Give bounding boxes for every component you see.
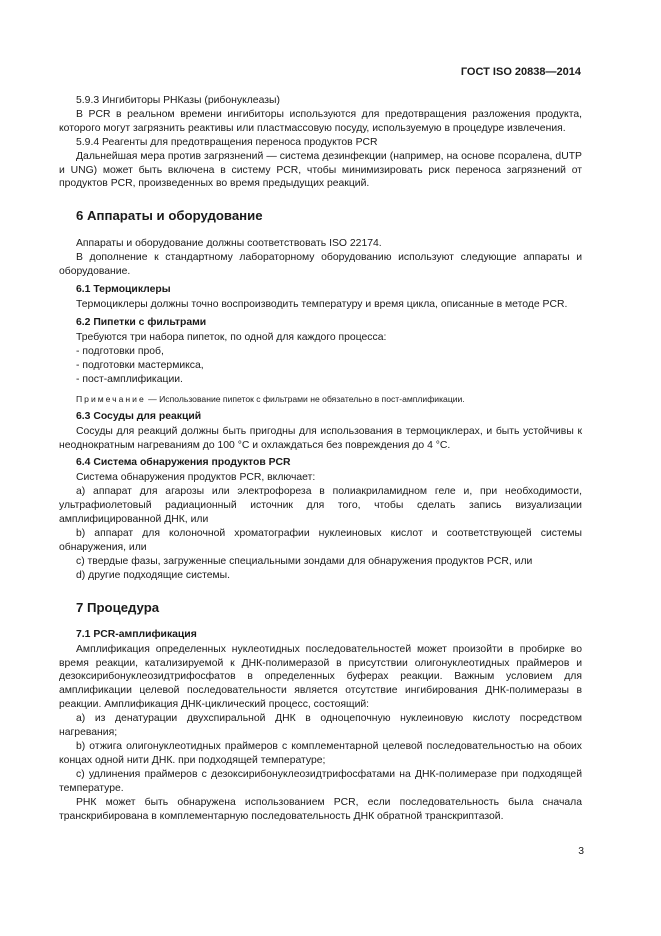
list-item: a) аппарат для агарозы или электрофореза в полиакриламидном геле и, при необходимости, ультрафиолетовый радиационный источник для того, чтобы сделать запись визуализации амплифицированной ДНК, или (59, 486, 582, 526)
note-text: — Использование пипеток с фильтрами не обязательно в пост-амплификации. (145, 393, 465, 404)
list-item: c) твердые фазы, загруженные специальными зондами для обнаружения продуктов PCR, или (76, 555, 533, 567)
clause-6-2-text: Требуются три набора пипеток, по одной для каждого процесса: (76, 331, 387, 343)
list-item: a) из денатурации двухспиральной ДНК в одноцепочную нуклеиновую кислоту посредством нагревания; (59, 713, 582, 739)
list-item: - пост-амплификации. (76, 373, 183, 385)
note-label: Примечание (76, 393, 146, 404)
clause-6-1-heading: 6.1 Термоциклеры (76, 284, 171, 296)
clause-6-1-text: Термоциклеры должны точно воспроизводить температуру и время цикла, описанные в методе PCR. (76, 299, 568, 311)
section-6-heading: 6 Аппараты и оборудование (76, 208, 263, 224)
clause-5-9-3-title: 5.9.3 Ингибиторы РНКазы (рибонуклеазы) (76, 95, 280, 106)
clause-6-4-heading: 6.4 Система обнаружения продуктов PCR (76, 457, 291, 469)
section-6-paragraph: В дополнение к стандартному лабораторному оборудованию используют следующие аппараты и оборудование. (59, 252, 582, 278)
clause-6-3-text: Сосуды для реакций должны быть пригодны для использования в термоциклерах, и быть устойчивы к неоднократным нагреваниям до 100 °С и охлаждаться без повреждения до 4 °С. (59, 425, 582, 451)
list-item: b) отжига олигонуклеотидных праймеров с комплементарной целевой последовательностью на обоих концах одной нити ДНК. при подходящей температуре; (59, 741, 582, 766)
list-item: c) удлинения праймеров с дезоксирибонуклеозидтрифосфатами на ДНК-полимеразе при подходящей температуре. (59, 768, 582, 794)
clause-5-9-3-text: В PCR в реальном времени ингибиторы используются для предотвращения разложения продукта, которого могут загрязнить реактивы или пластмассовую посуду, используемую в процедуре извлечения. (59, 108, 582, 134)
list-item: b) аппарат для колоночной хроматографии нуклеиновых кислот и соответствующей системы обнаружения, или (59, 528, 582, 553)
clause-7-1-text: Амплификация определенных нуклеотидных последовательностей может произойти в пробирке во время реакции, катализируемой к ДНК-полимеразой в присутствии олигонуклеотидных праймеров и дезоксирибонуклеозидтрифосфатов в определенных буферах реакции. Важным условием для амплификации целевой последовательности является отсутствие ингибирования ДНК-полимеразы в реакции. Амплификация ДНК-циклический процесс, состоящий: (59, 643, 582, 711)
section-6-paragraph: Аппараты и оборудование должны соответствовать ISO 22174. (76, 238, 382, 250)
section-7-heading: 7 Процедура (76, 599, 160, 615)
page-number: 3 (578, 846, 584, 857)
list-item: - подготовки мастермикса, (76, 359, 204, 371)
clause-6-3-heading: 6.3 Сосуды для реакций (76, 410, 202, 422)
list-item: d) другие подходящие системы. (76, 569, 230, 581)
standard-designation: ГОСТ ISO 20838—2014 (460, 66, 581, 78)
clause-6-2-heading: 6.2 Пипетки с фильтрами (76, 316, 207, 328)
document-body (59, 94, 582, 823)
list-item: - подготовки проб, (76, 345, 164, 357)
clause-6-4-text: Система обнаружения продуктов PCR, включает: (76, 472, 316, 484)
clause-7-1-rna-text: РНК может быть обнаружена использованием PCR, если последовательность была сначала транскрибирована в комплементарную последовательность ДНК обратной транскриптазой. (59, 796, 582, 822)
clause-5-9-4-title: 5.9.4 Реагенты для предотвращения переноса продуктов PCR (76, 136, 378, 148)
clause-5-9-4-text: Дальнейшая мера против загрязнений — система дезинфекции (например, на основе псоралена, dUTP и UNG) может быть включена в систему PCR, чтобы минимизировать риск переноса загрязнений от продуктов PCR, произведенных во время предыдущих реакций. (59, 150, 582, 190)
note (76, 393, 582, 405)
clause-7-1-heading: 7.1 PCR-амплификация (76, 628, 197, 640)
